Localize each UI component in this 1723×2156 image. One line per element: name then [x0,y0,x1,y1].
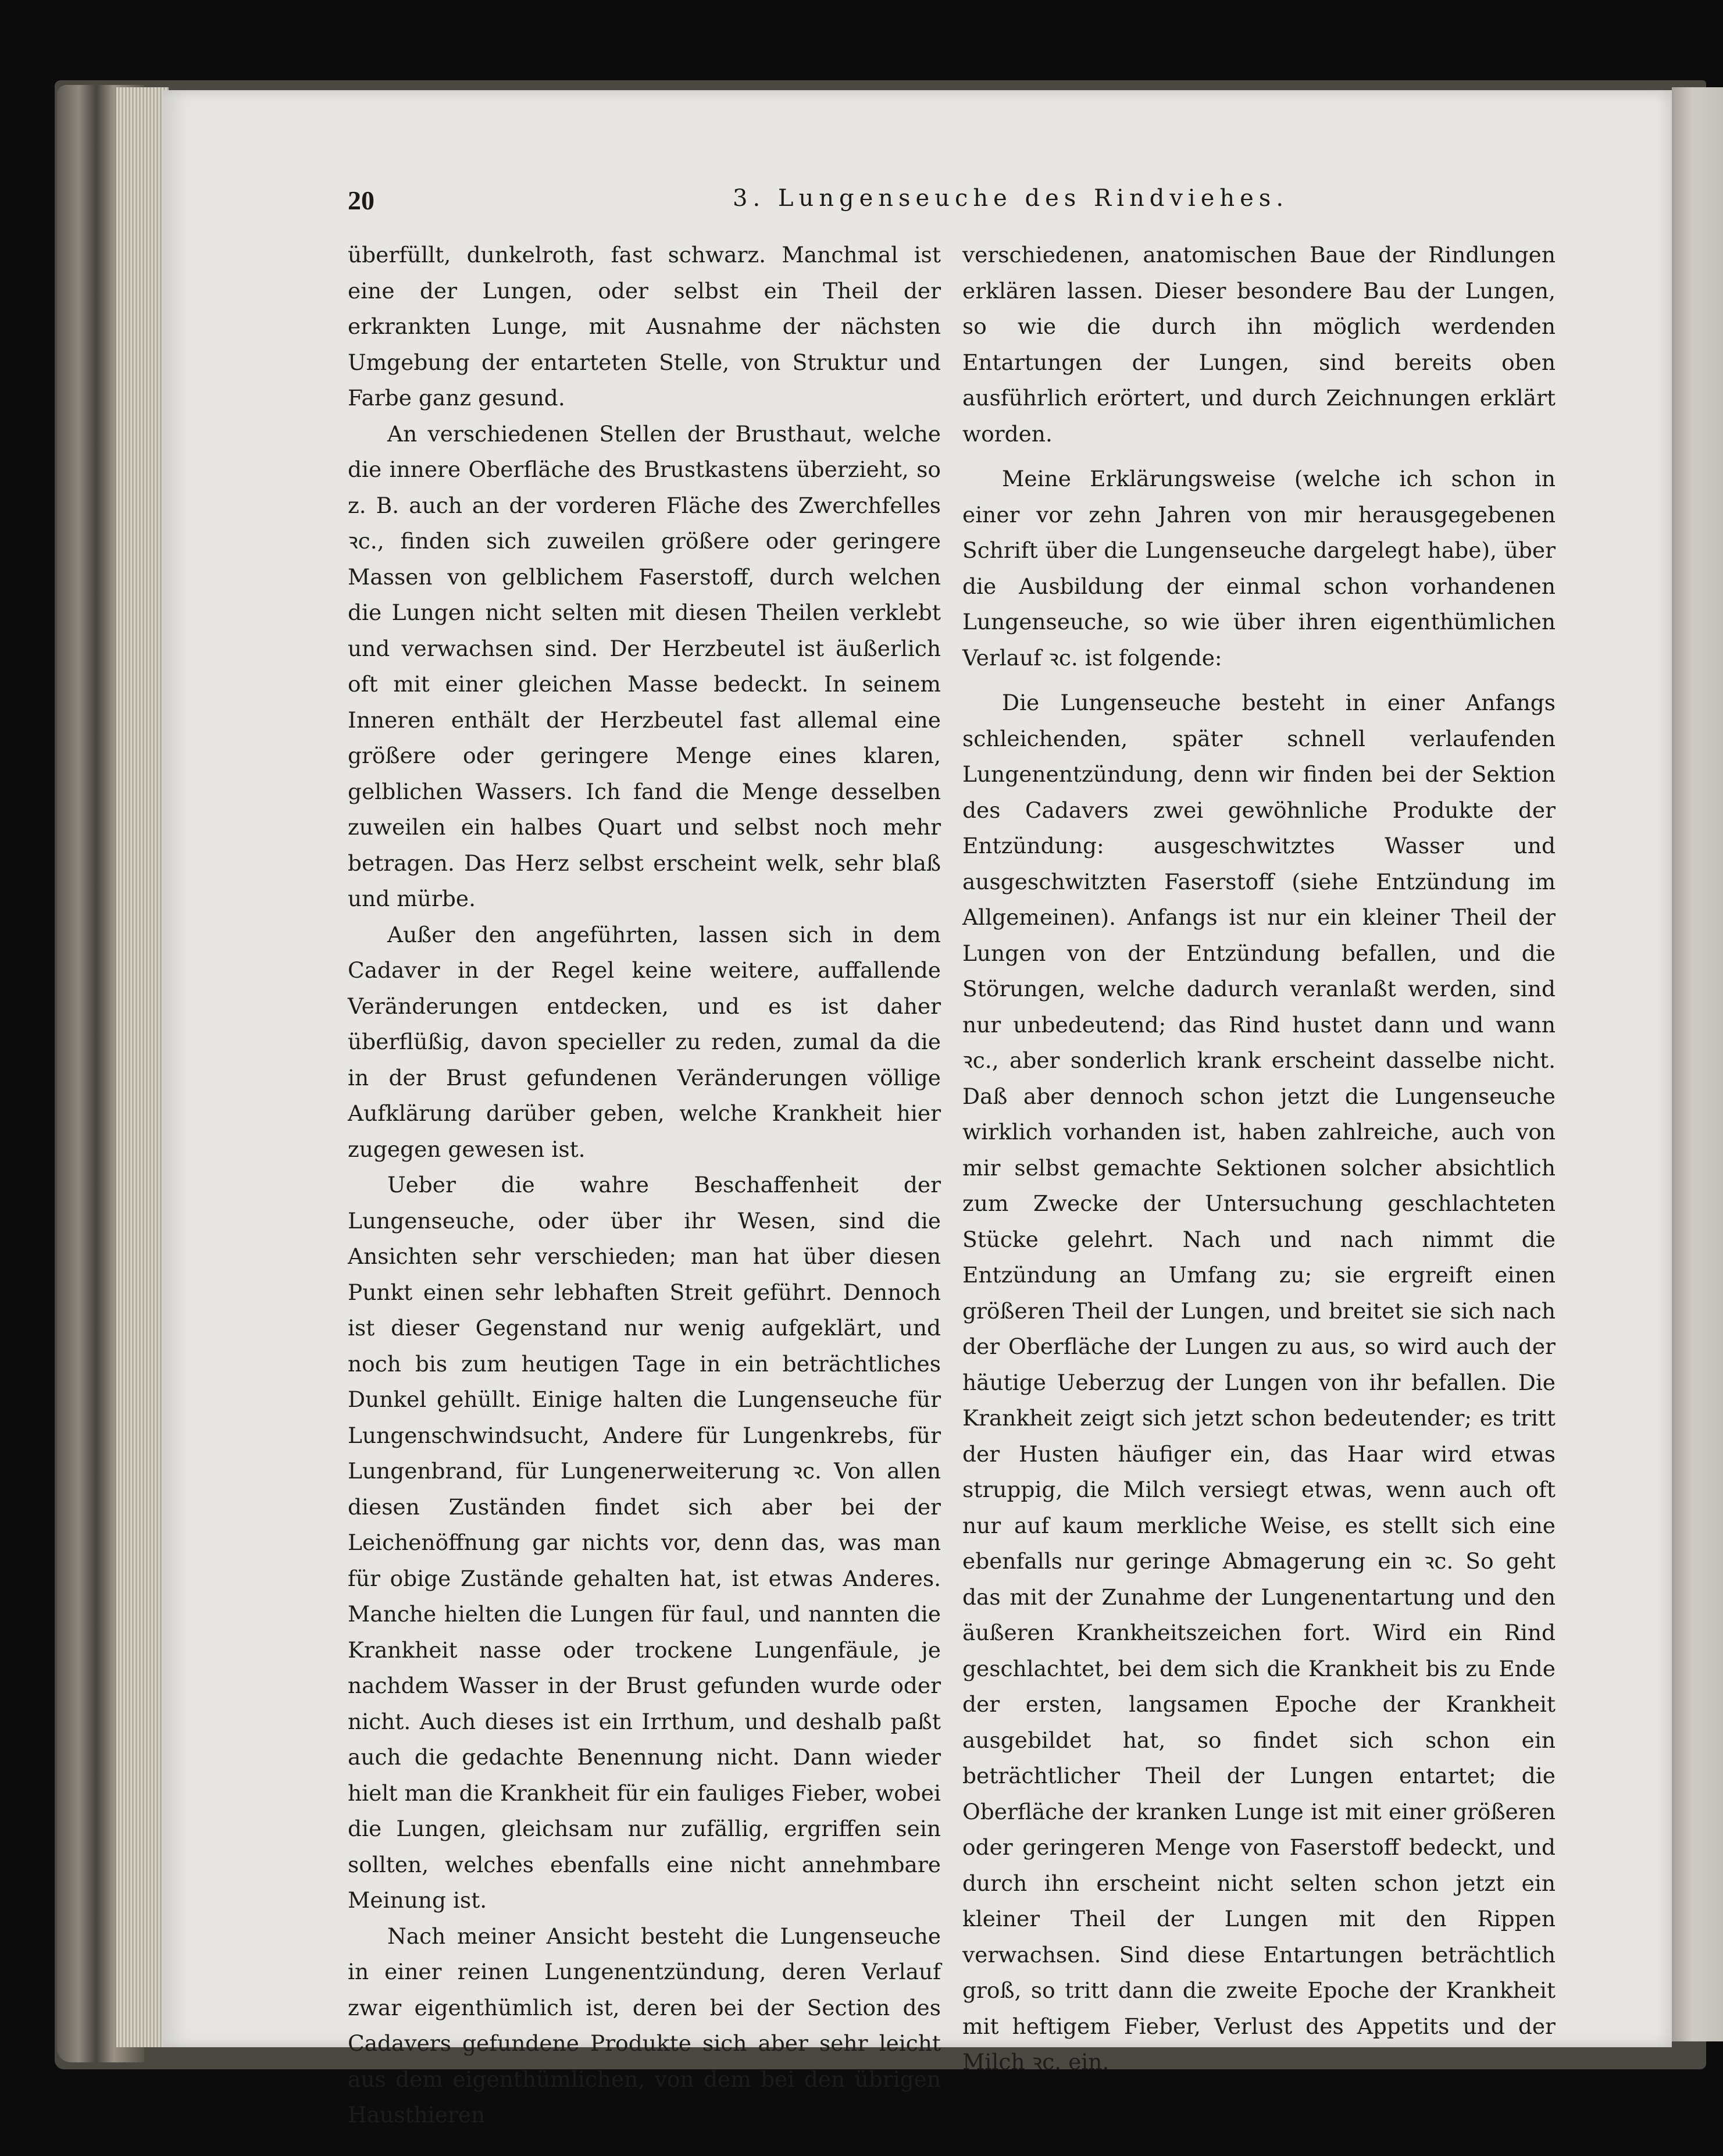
paragraph: überfüllt, dunkelroth, fast schwarz. Manchmal ist eine der Lungen, oder selbst ein Theil der erkrankten Lunge, mit Ausnahme der nächsten Umgebung der entarteten Stelle, von Struktur und Farbe ganz gesund. [348,242,941,411]
page-edges [116,87,169,2047]
paragraph: Außer den angeführten, lassen sich in dem Cadaver in der Regel keine weitere, auffallende Veränderungen entdecken, und es ist daher überflüßig, davon specieller zu reden, zumal da die in der Brust gefundenen Veränderungen völlige Aufklärung darüber geben, welche Krankheit hier zugegen gewesen ist. [348,921,941,1162]
paragraph: Die Lungenseuche besteht in einer Anfangs schleichenden, später schnell verlaufenden Lungenentzündung, denn wir finden bei der Sektion des Cadavers zwei gewöhnliche Produkte der Entzündung: ausgeschwitztes Wasser und ausgeschwitzten Faserstoff (siehe Entzündung im Allgemeinen). Anfangs ist nur ein kleiner Theil der Lungen von der Entzündung befallen, und die Störungen, welche dadurch veranlaßt werden, sind nur unbedeutend; das Rind hustet dann und wann ꝛc., aber sonderlich krank erscheint dasselbe nicht. Daß aber dennoch schon jetzt die Lungenseuche wirklich vorhanden ist, haben zahlreiche, auch von mir selbst gemachte Sektionen solcher absichtlich zum Zwecke der Untersuchung geschlachteten Stücke gelehrt. Nach und nach nimmt die Entzündung an Umfang zu; sie ergreift einen größeren Theil der Lungen, und breitet sie sich nach der Oberfläche der Lungen zu aus, so wird auch der häutige Ueberzug der Lungen von ihr befallen. Die Krankheit zeigt sich jetzt schon bedeutender; es tritt der Husten häufiger ein, das Haar wird etwas struppig, die Milch versiegt etwas, wenn auch oft nur auf kaum merkliche Weise, es stellt sich eine ebenfalls nur geringe Abmagerung ein ꝛc. So geht das mit der Zunahme der Lungenentartung und den äußeren Krankheitszeichen fort. Wird ein Rind geschlachtet, bei dem sich die Krankheit bis zu Ende der ersten, langsamen Epoche der Krankheit ausgebildet hat, so findet sich schon ein beträchtlicher Theil der Lungen entartet; die Oberfläche der kranken Lunge ist mit einer größeren oder geringeren Menge von Faserstoff bedeckt, und durch ihn erscheint nicht selten schon jetzt ein kleiner Theil der Lungen mit den Rippen verwachsen. Sind diese Entartungen beträchtlich groß, so tritt dann die zweite Epoche der Krankheit mit heftigem Fieber, Verlust des Appetits und der Milch ꝛc. ein. [962,690,1556,2075]
paragraph: Nach meiner Ansicht besteht die Lungenseuche in einer reinen Lungenentzündung, deren Verlauf zwar eigenthümlich ist, deren bei der Section des Cadavers gefundene Produkte sich aber sehr leicht aus dem eigenthümlichen, von dem bei den übrigen Hausthieren [348,1923,941,2128]
paragraph: Ueber die wahre Beschaffenheit der Lungenseuche, oder über ihr Wesen, sind die Ansichten sehr verschieden; man hat über diesen Punkt einen sehr lebhaften Streit geführt. Dennoch ist dieser Gegenstand nur wenig aufgeklärt, und noch bis zum heutigen Tage in ein beträchtliches Dunkel gehüllt. Einige halten die Lungenseuche für Lungenschwindsucht, Andere für Lungenkrebs, für Lungenbrand, für Lungenerweiterung ꝛc. Von allen diesen Zuständen findet sich aber bei der Leichenöffnung gar nichts vor, denn das, was man für obige Zustände gehalten hat, ist etwas Anderes. Manche hielten die Lungen für faul, und nannten die Krankheit nasse oder trockene Lungenfäule, je nachdem Wasser in der Brust gefunden wurde oder nicht. Auch dieses ist ein Irrthum, und deshalb paßt auch die gedachte Benennung nicht. Dann wieder hielt man die Krankheit für ein fauliges Fieber, wobei die Lungen, gleichsam nur zufällig, ergriffen sein sollten, welches ebenfalls eine nicht annehmbare Meinung ist. [348,1172,941,1913]
paragraph: verschiedenen, anatomischen Baue der Rindlungen erklären lassen. Dieser besondere Bau der Lungen, so wie die durch ihn möglich werdenden Entartungen der Lungen, sind bereits oben ausführlich erörtert, und durch Zeichnungen erklärt worden. [962,242,1556,447]
facing-page-edge [1672,87,1723,2041]
running-head: 3. Lungenseuche des Rindviehes. [733,185,1289,212]
left-column [348,237,941,2133]
paragraph: Meine Erklärungsweise (welche ich schon in einer vor zehn Jahren von mir herausgegebenen Schrift über die Lungenseuche dargelegt habe), über die Ausbildung der einmal schon vorhandenen Lungenseuche, so wie über ihren eigenthümlichen Verlauf ꝛc. ist folgende: [962,466,1556,671]
right-column [962,237,1556,2080]
page-number: 20 [348,186,374,215]
paragraph: An verschiedenen Stellen der Brusthaut, welche die innere Oberfläche des Brustkastens überzieht, so z. B. auch an der vorderen Fläche des Zwerchfelles ꝛc., finden sich zuweilen größere oder geringere Massen von gelblichem Faserstoff, durch welchen die Lungen nicht selten mit diesen Theilen verklebt und verwachsen sind. Der Herzbeutel ist äußerlich oft mit einer gleichen Masse bedeckt. In seinem Inneren enthält der Herzbeutel fast allemal eine größere oder geringere Menge eines klaren, gelblichen Wassers. Ich fand die Menge desselben zuweilen ein halbes Quart und selbst noch mehr betragen. Das Herz selbst erscheint welk, sehr blaß und mürbe. [348,420,941,911]
